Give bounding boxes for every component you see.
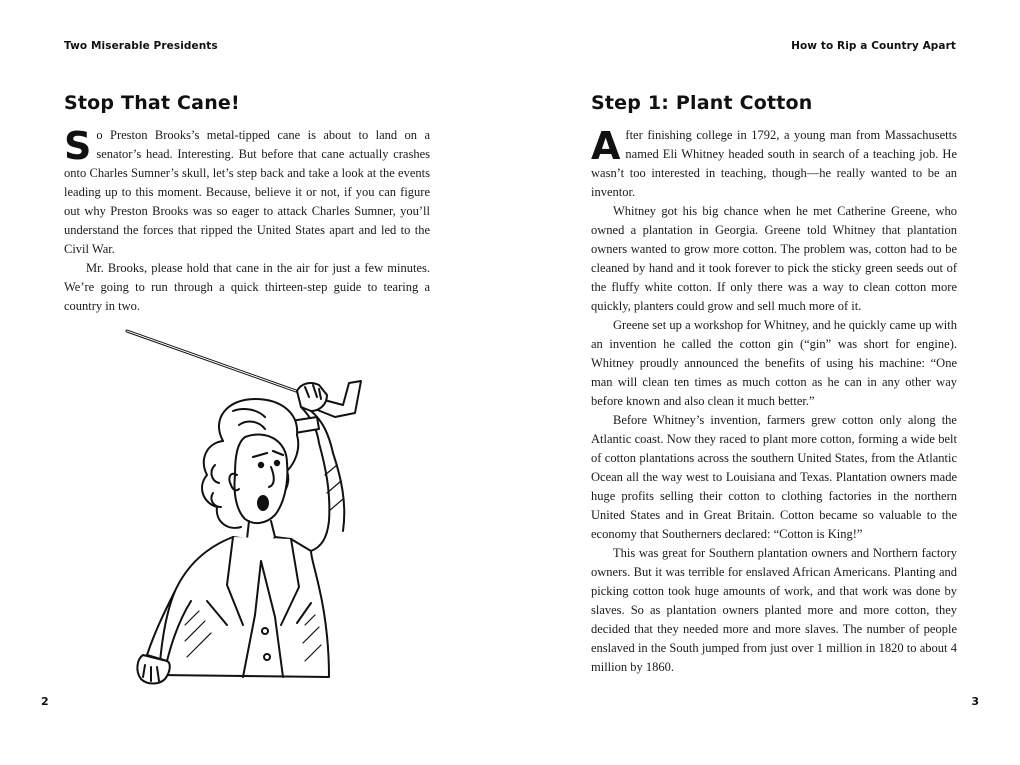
drop-cap: S xyxy=(64,124,92,168)
paragraph: Whitney got his big chance when he met Catherine Greene, who owned a plantation in Georgia. Greene told Whitney that plantation owners wanted to grow more cotton. The problem was, cotton had to be cleaned by hand and it took forever to pick the sticky green seeds out of the fluffy white cotton. If only there was a way to clean cotton more quickly, planters could grow and sell much more of it. xyxy=(591,204,957,313)
section-heading-left: Stop That Cane! xyxy=(64,92,240,114)
paragraph-text: o Preston Brooks’s metal-tipped cane is about to land on a senator’s head. Interesting. But before that cane actually crashes onto Charles Sumner’s skull, let’s step back and take a look at the events leading up to this moment. Because, believe it or not, if you can figure out why Preston Brooks was so eager to attack Charles Sumner, you’ll understand the forces that ripped the United States apart and led to the Civil War. xyxy=(64,128,430,256)
running-head-right: How to Rip a Country Apart xyxy=(791,40,956,52)
running-head-left: Two Miserable Presidents xyxy=(64,40,218,52)
page-number-right: 3 xyxy=(971,695,979,708)
man-raising-cane-icon xyxy=(115,325,370,690)
paragraph: This was great for Southern plantation owners and Northern factory owners. But it was terrible for enslaved African Americans. Planting and picking cotton took huge amounts of work, and that work was done by slaves. So as plantation owners planted more and more cotton, they decided that they needed more and more slaves. The number of people enslaved in the South jumped from just over 1 million in 1820 to about 4 million by 1860. xyxy=(591,546,957,674)
left-page-column xyxy=(64,92,430,316)
paragraph-text: fter finishing college in 1792, a young man from Massachusetts named Eli Whitney headed south in search of a teaching job. He wasn’t too interested in teaching, though—he really wanted to be an inventor. xyxy=(591,128,957,199)
paragraph: Before Whitney’s invention, farmers grew cotton only along the Atlantic coast. Now they raced to plant more cotton, forming a wide belt of cotton plantations across the southern United States, from the Atlantic Ocean all the way west to Louisiana and Texas. Plantation owners made huge profits selling their cotton to clothing factories in the northern United States and in Great Britain. Cotton became so valuable to the economy that Southerners declared: “Cotton is King!” xyxy=(591,413,957,541)
drop-cap: A xyxy=(591,124,621,168)
right-page-column xyxy=(591,92,957,677)
page-number-left: 2 xyxy=(41,695,49,708)
section-heading-right: Step 1: Plant Cotton xyxy=(591,92,813,114)
paragraph xyxy=(591,126,957,202)
paragraph xyxy=(64,126,430,259)
paragraph: Mr. Brooks, please hold that cane in the air for just a few minutes. We’re going to run through a quick thirteen-step guide to tearing a country in two. xyxy=(64,261,430,313)
paragraph: Greene set up a workshop for Whitney, and he quickly came up with an invention he called the cotton gin (“gin” was short for engine). Whitney proudly announced the benefits of using his machine: “One man will clean ten times as much cotton as he can in any other way before known and also clean it much better.” xyxy=(591,318,957,408)
